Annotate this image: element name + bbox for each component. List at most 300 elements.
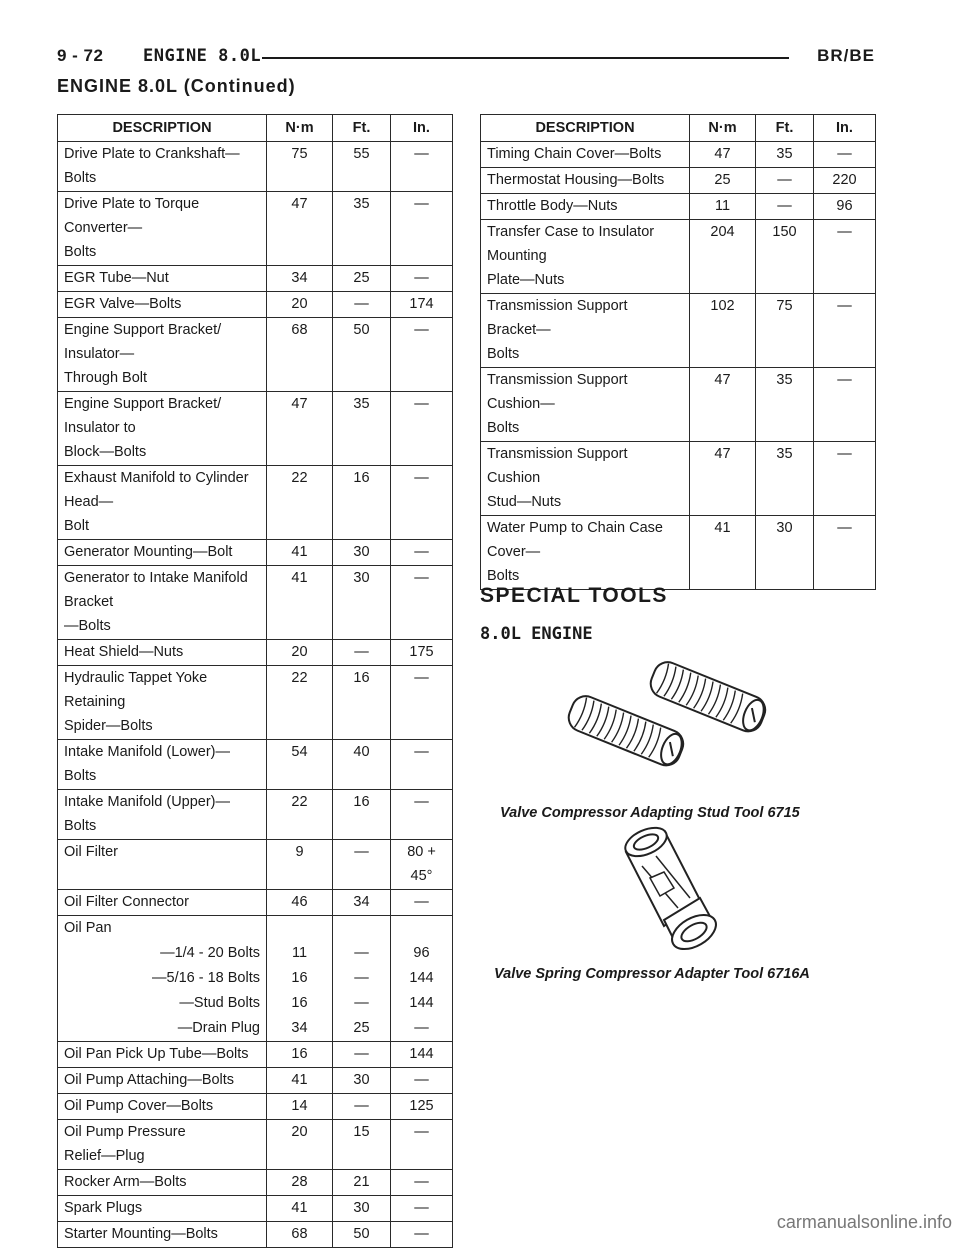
value-nm: 47	[291, 196, 308, 212]
cell-ft	[333, 142, 391, 192]
value-nm: 28	[291, 1174, 308, 1190]
sub-value-in: 96	[413, 945, 430, 961]
description-line: Bolt	[64, 518, 89, 534]
cell-description	[58, 916, 267, 1042]
description-line: Block—Bolts	[64, 444, 147, 460]
description-line: Mounting	[487, 248, 547, 264]
cell-ft	[756, 368, 814, 442]
cell-description	[481, 220, 690, 294]
value-ft: 25	[353, 270, 370, 286]
value-in: —	[414, 1226, 429, 1242]
tool-6715-caption: Valve Compressor Adapting Stud Tool 6715	[500, 805, 800, 821]
cell-ft	[333, 292, 391, 318]
value-in: —	[414, 322, 429, 338]
value-nm: 47	[714, 446, 731, 462]
table-header-row	[58, 115, 453, 142]
value-ft: 75	[776, 298, 793, 314]
sub-value-ft: 25	[353, 1020, 370, 1036]
value-nm: 20	[291, 644, 308, 660]
cell-nm	[267, 566, 333, 640]
cell-nm	[267, 1222, 333, 1248]
description-line: Transfer Case to Insulator	[487, 224, 655, 240]
value-ft: 34	[353, 894, 370, 910]
cell-ft	[756, 516, 814, 590]
description-line: Bolts	[64, 818, 97, 834]
cell-in	[391, 566, 453, 640]
table-row	[481, 168, 876, 194]
value-ft: 30	[353, 1200, 370, 1216]
sub-value-nm: 16	[291, 970, 308, 986]
description-line: Bolts	[64, 170, 97, 186]
value-ft: 21	[353, 1174, 370, 1190]
cell-in	[814, 194, 876, 220]
description-line: Timing Chain Cover—Bolts	[487, 146, 662, 162]
value-in: —	[414, 1174, 429, 1190]
value-in: —	[837, 372, 852, 388]
cell-ft	[333, 790, 391, 840]
description-line: Intake Manifold (Upper)—	[64, 794, 231, 810]
special-tools-heading: SPECIAL TOOLS	[480, 584, 668, 607]
description-line: Oil Filter	[64, 844, 118, 860]
description-line: Bracket	[64, 594, 114, 610]
description-line: Exhaust Manifold to Cylinder	[64, 470, 249, 486]
cell-in	[814, 220, 876, 294]
value-nm: 20	[291, 296, 308, 312]
value-ft: 55	[353, 146, 370, 162]
table-row	[58, 1042, 453, 1068]
value-nm: 16	[291, 1046, 308, 1062]
value-nm: 22	[291, 794, 308, 810]
cell-nm	[267, 666, 333, 740]
value-nm: 41	[291, 544, 308, 560]
value-ft: 30	[353, 570, 370, 586]
watermark: carmanualsonline.info	[776, 1212, 952, 1232]
cell-in	[391, 1042, 453, 1068]
cell-nm	[267, 392, 333, 466]
value-in-continued: 45°	[410, 868, 433, 884]
cell-ft	[756, 220, 814, 294]
cell-in	[391, 318, 453, 392]
value-ft: —	[777, 198, 792, 214]
cell-in	[391, 540, 453, 566]
value-nm: 34	[291, 270, 308, 286]
description-line: Drive Plate to Crankshaft—	[64, 146, 240, 162]
description-line: Heat Shield—Nuts	[64, 644, 184, 660]
table-row	[58, 266, 453, 292]
sub-value-ft: —	[354, 970, 369, 986]
description-line: Spark Plugs	[64, 1200, 143, 1216]
table-row	[58, 740, 453, 790]
cell-in	[391, 1094, 453, 1120]
value-ft: —	[354, 1046, 369, 1062]
value-ft: —	[354, 644, 369, 660]
value-ft: 30	[353, 1072, 370, 1088]
sub-value-in: 144	[409, 995, 434, 1011]
value-in: —	[837, 298, 852, 314]
sub-description-line: —5/16 - 18 Bolts	[152, 970, 260, 986]
cell-ft	[333, 640, 391, 666]
value-nm: 41	[291, 570, 308, 586]
col-header-ft: Ft.	[333, 115, 391, 142]
table-row	[58, 292, 453, 318]
table-row	[58, 640, 453, 666]
value-in: —	[837, 446, 852, 462]
value-in	[397, 919, 446, 937]
description-line: Engine Support Bracket/	[64, 396, 222, 412]
table-row	[58, 1094, 453, 1120]
value-ft: 35	[776, 446, 793, 462]
cell-description	[58, 1120, 267, 1170]
description-line: Insulator—	[64, 346, 135, 362]
cell-in	[391, 640, 453, 666]
table-row	[58, 318, 453, 392]
cell-nm	[267, 1170, 333, 1196]
cell-nm	[267, 292, 333, 318]
col-header-description: DESCRIPTION	[481, 115, 690, 142]
cell-nm	[267, 840, 333, 890]
value-ft: 40	[353, 744, 370, 760]
page-header	[57, 44, 875, 72]
value-in: —	[414, 470, 429, 486]
description-line: Oil Pan	[64, 920, 112, 936]
value-in: —	[414, 270, 429, 286]
cell-nm	[267, 916, 333, 1042]
value-ft: —	[354, 1098, 369, 1114]
cell-in	[391, 1120, 453, 1170]
sub-value-nm: 11	[291, 945, 308, 961]
value-nm: 25	[714, 172, 731, 188]
value-nm: 22	[291, 670, 308, 686]
value-in: —	[414, 396, 429, 412]
description-line: Stud—Nuts	[487, 494, 562, 510]
cell-nm	[267, 640, 333, 666]
value-in: 96	[836, 198, 853, 214]
cell-nm	[267, 266, 333, 292]
description-line: Spider—Bolts	[64, 718, 153, 734]
table-row	[481, 294, 876, 368]
value-nm: 47	[714, 146, 731, 162]
cell-ft	[333, 1094, 391, 1120]
cell-in	[391, 740, 453, 790]
table-row	[58, 790, 453, 840]
cell-description	[481, 516, 690, 590]
cell-description	[58, 192, 267, 266]
table-row	[481, 516, 876, 590]
description-line: Generator Mounting—Bolt	[64, 544, 233, 560]
cell-ft	[333, 192, 391, 266]
cell-nm	[267, 1120, 333, 1170]
value-in: 174	[409, 296, 434, 312]
cell-description	[58, 466, 267, 540]
cell-ft	[756, 442, 814, 516]
cell-description	[481, 142, 690, 168]
page-number: 9 - 72	[57, 46, 104, 65]
value-nm: 47	[714, 372, 731, 388]
cell-description	[58, 318, 267, 392]
description-line: Thermostat Housing—Bolts	[487, 172, 665, 188]
cell-nm	[267, 466, 333, 540]
value-nm: 22	[291, 470, 308, 486]
value-ft: —	[777, 172, 792, 188]
cell-description	[58, 292, 267, 318]
section-title: ENGINE 8.0L	[143, 46, 262, 66]
cell-ft	[756, 294, 814, 368]
value-in: —	[414, 1124, 429, 1140]
description-line: Bolts	[64, 244, 97, 260]
cell-nm	[267, 142, 333, 192]
cell-in	[391, 916, 453, 1042]
cell-description	[58, 266, 267, 292]
description-line: Transmission Support	[487, 298, 628, 314]
description-line: Bolts	[487, 346, 520, 362]
cell-description	[58, 1094, 267, 1120]
description-line: Starter Mounting—Bolts	[64, 1226, 218, 1242]
table-row	[58, 666, 453, 740]
cell-ft	[333, 840, 391, 890]
value-nm: 75	[291, 146, 308, 162]
value-in: —	[837, 224, 852, 240]
description-line: Intake Manifold (Lower)—	[64, 744, 231, 760]
description-line: EGR Valve—Bolts	[64, 296, 182, 312]
value-in: —	[414, 544, 429, 560]
table-row	[481, 142, 876, 168]
description-line: Head—	[64, 494, 114, 510]
cell-nm	[690, 168, 756, 194]
cell-nm	[690, 194, 756, 220]
cell-nm	[690, 516, 756, 590]
cell-nm	[690, 442, 756, 516]
value-nm: 46	[291, 894, 308, 910]
cell-description	[58, 540, 267, 566]
cell-in	[391, 192, 453, 266]
table-row	[58, 192, 453, 266]
value-in: 80 +	[407, 844, 436, 860]
value-ft: 16	[353, 794, 370, 810]
cell-ft	[333, 466, 391, 540]
cell-nm	[267, 1094, 333, 1120]
cell-in	[391, 840, 453, 890]
value-ft: 30	[776, 520, 793, 536]
description-line: Water Pump to Chain Case	[487, 520, 663, 536]
value-in: —	[837, 520, 852, 536]
value-in: —	[414, 894, 429, 910]
value-ft: 35	[353, 196, 370, 212]
table-header-row	[481, 115, 876, 142]
cell-description	[481, 368, 690, 442]
value-in: —	[414, 1072, 429, 1088]
adapting-stud-tool-illustration	[560, 650, 770, 800]
description-line: Engine Support Bracket/	[64, 322, 222, 338]
cell-in	[391, 466, 453, 540]
table-row	[58, 1170, 453, 1196]
value-ft: 35	[776, 146, 793, 162]
sub-value-nm: 34	[291, 1020, 308, 1036]
cell-ft	[333, 392, 391, 466]
description-line: Generator to Intake Manifold	[64, 570, 248, 586]
value-ft: 30	[353, 544, 370, 560]
table-row	[58, 566, 453, 640]
col-header-in: In.	[391, 115, 453, 142]
value-nm: 41	[714, 520, 731, 536]
table-row	[481, 194, 876, 220]
cell-in	[814, 168, 876, 194]
cell-ft	[333, 1120, 391, 1170]
value-nm: 47	[291, 396, 308, 412]
cell-ft	[333, 1170, 391, 1196]
value-in: —	[414, 794, 429, 810]
description-line: Bracket—	[487, 322, 551, 338]
tool-6716a-caption: Valve Spring Compressor Adapter Tool 6716A	[494, 966, 810, 982]
value-ft: 16	[353, 470, 370, 486]
cell-description	[58, 1196, 267, 1222]
cell-ft	[333, 318, 391, 392]
cell-nm	[267, 318, 333, 392]
value-ft: 16	[353, 670, 370, 686]
value-in: —	[414, 570, 429, 586]
cell-description	[58, 890, 267, 916]
cell-description	[58, 640, 267, 666]
cell-ft	[756, 142, 814, 168]
cell-ft	[333, 1068, 391, 1094]
cell-nm	[267, 1068, 333, 1094]
value-in: —	[414, 1200, 429, 1216]
value-nm: 102	[710, 298, 735, 314]
cell-in	[814, 294, 876, 368]
cell-in	[391, 1196, 453, 1222]
model-code: BR/BE	[817, 46, 875, 65]
value-in: 144	[409, 1046, 434, 1062]
table-row	[58, 916, 453, 1042]
table-row	[481, 442, 876, 516]
cell-ft	[333, 666, 391, 740]
value-ft: 35	[353, 396, 370, 412]
description-line: Hydraulic Tappet Yoke	[64, 670, 208, 686]
value-nm: 11	[714, 198, 731, 214]
cell-in	[814, 442, 876, 516]
description-line: Cover—	[487, 544, 541, 560]
cell-in	[391, 142, 453, 192]
description-line: Oil Filter Connector	[64, 894, 189, 910]
description-line: EGR Tube—Nut	[64, 270, 169, 286]
value-nm: 41	[291, 1072, 308, 1088]
value-in: —	[414, 670, 429, 686]
cell-description	[58, 392, 267, 466]
description-line: Transmission Support	[487, 372, 628, 388]
description-line: Transmission Support	[487, 446, 628, 462]
value-nm: 14	[291, 1098, 308, 1114]
description-line: Plate—Nuts	[487, 272, 565, 288]
value-nm: 54	[291, 744, 308, 760]
cell-in	[391, 790, 453, 840]
table-row	[58, 142, 453, 192]
value-in: 125	[409, 1098, 434, 1114]
description-line: Drive Plate to Torque	[64, 196, 200, 212]
col-header-description: DESCRIPTION	[58, 115, 267, 142]
table-row	[481, 368, 876, 442]
torque-table-right	[480, 114, 876, 590]
table-row	[58, 1068, 453, 1094]
cell-description	[58, 840, 267, 890]
table-row	[58, 840, 453, 890]
description-line: Cushion	[487, 470, 541, 486]
col-header-in: In.	[814, 115, 876, 142]
description-line: Relief—Plug	[64, 1148, 145, 1164]
cell-description	[58, 1170, 267, 1196]
description-line: Rocker Arm—Bolts	[64, 1174, 187, 1190]
cell-in	[391, 392, 453, 466]
cell-nm	[690, 220, 756, 294]
sub-description-line: —1/4 - 20 Bolts	[160, 945, 260, 961]
cell-nm	[690, 368, 756, 442]
description-line: Bolts	[64, 768, 97, 784]
cell-nm	[267, 790, 333, 840]
description-line: —Bolts	[64, 618, 111, 634]
value-nm: 41	[291, 1200, 308, 1216]
cell-ft	[333, 266, 391, 292]
cell-description	[58, 790, 267, 840]
value-ft	[339, 919, 384, 937]
cell-description	[58, 1222, 267, 1248]
description-line: Oil Pan Pick Up Tube—Bolts	[64, 1046, 249, 1062]
value-ft: 15	[353, 1124, 370, 1140]
sub-value-nm: 16	[291, 995, 308, 1011]
value-in: —	[414, 196, 429, 212]
cell-ft	[333, 566, 391, 640]
cell-description	[58, 666, 267, 740]
description-line: Bolts	[487, 420, 520, 436]
description-line: Insulator to	[64, 420, 136, 436]
cell-description	[481, 442, 690, 516]
cell-in	[814, 368, 876, 442]
value-ft: 50	[353, 1226, 370, 1242]
table-row	[58, 1222, 453, 1248]
description-line: Throttle Body—Nuts	[487, 198, 618, 214]
cell-description	[58, 566, 267, 640]
value-ft: —	[354, 296, 369, 312]
description-line: Converter—	[64, 220, 143, 236]
value-nm: 9	[295, 844, 304, 860]
value-nm: 68	[291, 322, 308, 338]
continued-title: ENGINE 8.0L (Continued)	[57, 76, 296, 96]
table-row	[58, 392, 453, 466]
value-in: 175	[409, 644, 434, 660]
description-line: Through Bolt	[64, 370, 148, 386]
sub-value-ft: —	[354, 945, 369, 961]
table-row	[481, 220, 876, 294]
value-ft: —	[354, 844, 369, 860]
cell-description	[58, 1042, 267, 1068]
cell-in	[391, 266, 453, 292]
cell-ft	[756, 168, 814, 194]
cell-ft	[333, 916, 391, 1042]
cell-nm	[267, 540, 333, 566]
sub-value-in: —	[414, 1020, 429, 1036]
cell-nm	[267, 890, 333, 916]
cell-nm	[267, 192, 333, 266]
value-in: —	[414, 744, 429, 760]
value-nm	[273, 919, 326, 937]
cell-in	[391, 666, 453, 740]
cell-in	[814, 142, 876, 168]
cell-description	[481, 168, 690, 194]
cell-nm	[690, 294, 756, 368]
description-line: Oil Pump Pressure	[64, 1124, 186, 1140]
cell-in	[391, 1068, 453, 1094]
table-row	[58, 1120, 453, 1170]
cell-in	[391, 1170, 453, 1196]
table-row	[58, 890, 453, 916]
cell-ft	[333, 1222, 391, 1248]
